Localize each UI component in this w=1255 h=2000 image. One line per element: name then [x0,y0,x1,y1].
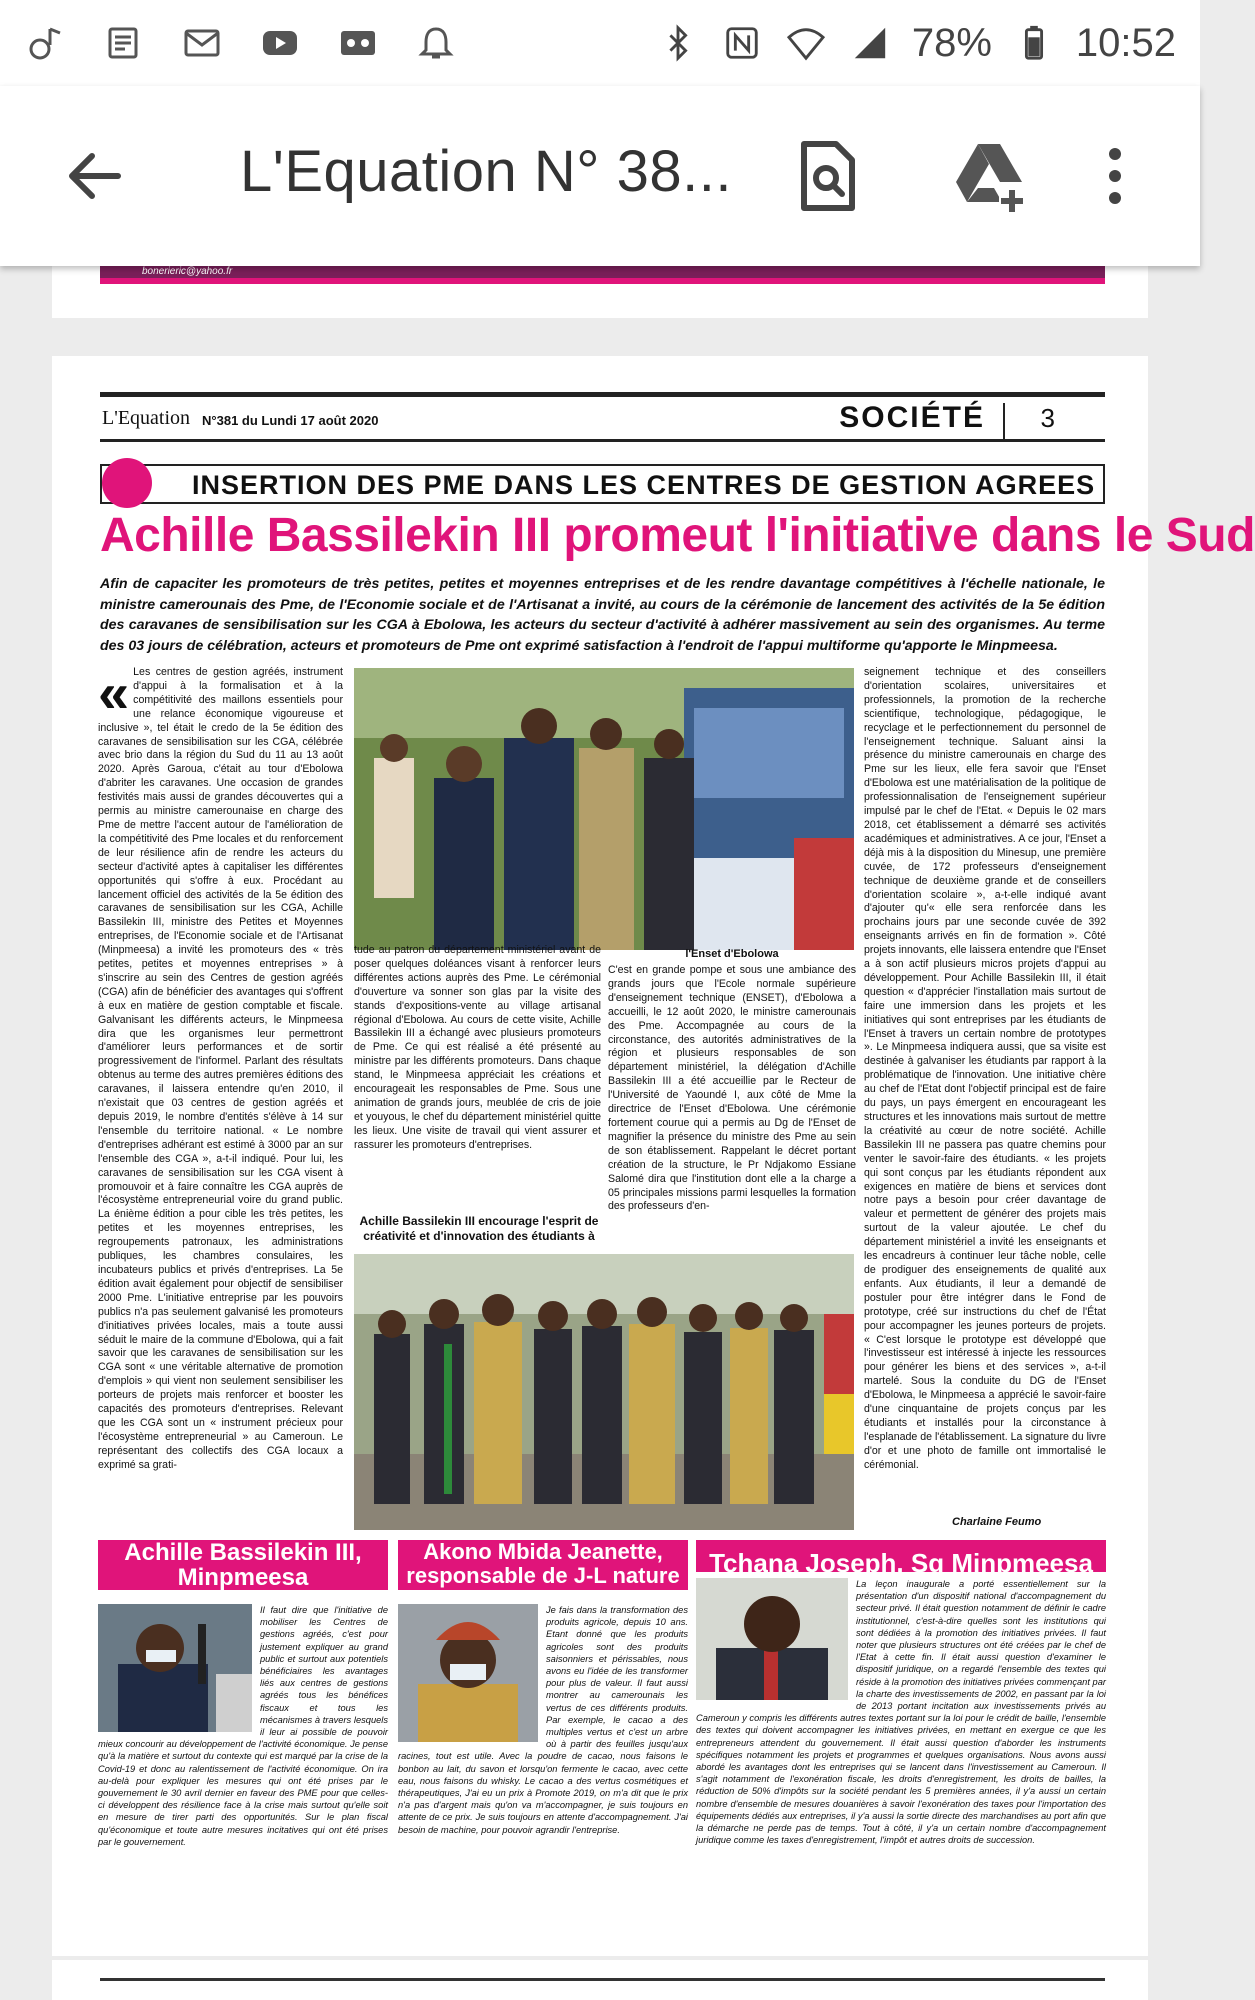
more-vert-icon [1090,136,1140,216]
kicker-box [100,464,1105,504]
arrow-back-icon [58,140,130,212]
gmail-icon [180,21,224,65]
add-to-drive-button[interactable] [950,136,1030,216]
article-column-2 [354,944,601,1194]
interview-1-text: Il faut dire que l'initiative de mobiliser les Centres de gestions agréés, c'est pour justement expliquer au grand public et surtout aux potentiels bénéficiaires les avantages liés aux centres de gestions agréés tous les bénéfices fiscaux et tous les mécanismes à travers lesquels il leur ai possible de pouvoir mieux concourir au développement de l'activité économique. Je pense qu'à la matière et surtout du contexte qui est marqué par la crise de la Covid-19 et donc au ralentissement de l'activité économique. On ira au-delà pour expliquer les mesures qui ont été prises par le gouvernement le 30 avril dernier en faveur des PME pour que celles-ci développent des résilience face à la crise mais surtout qu'elle soit en mesure de tirer parti des opportunités. Sur le plan fiscal qu'économique et toute autre mesures incitatives qui ont été prises par le gouvernement. [98,1605,388,1847]
header-divider [1003,403,1005,439]
interview-2 [398,1604,688,1835]
more-options-button[interactable] [1090,136,1140,216]
newspaper-page [52,356,1255,1956]
publication-name: L'Equation [102,406,191,429]
article-column-4 [864,666,1106,1526]
drive-add-icon [950,136,1030,216]
bell-icon [414,21,458,65]
back-button[interactable] [58,140,130,212]
battery-percent: 78% [911,20,992,65]
youtube-icon [258,21,302,65]
column-1-text: Les centres de gestion agréés, instrument d'appui à la formalisation et à la compétitivité des maillons essentiels pour une relance économique vigoureuse et inclusive », tel était le credo de la 5e édition des caravanes de sensibilisation sur les CGA, célébrée avec brio dans la région du Sud du 11 au 13 août 2020. Après Garoua, c'était au tour d'Ebolowa d'abriter les caravanes. Une occasion de grandes festivités mais aussi de grandes découvertes qui a permis au ministre camerounaise en charge des Pme de mettre l'accent autour de l'amélioration de la compétitivité des Pme locales et du renforcement de leur résilience afin de rendre les acteurs du secteur d'activité aptes à capitaliser les différentes opportunités qui s'offre à eux. Procédant au lancement officiel des activités de la 5e édition des caravanes de sensibilisation sur les CGA, Achille Bassilekin III, ministre des Petites et Moyennes entreprises, de l'Economie sociale et de l'Artisanat (Minpmeesa) a invité les promoteurs des « très petites, petites et moyennes entreprises » à s'inscrire au sein des Centres de gestion agréés (CGA) afin de bénéficier des avantages qui s'offrent à eux en matière de gestion comptable et fiscale. Galvanisant les différents acteurs, le Minpmeesa dira que les organismes leur permettront d'améliorer leurs performances et de sortir progressivement de l'informel. Parlant des résultats obtenus au terme des autres premières éditions des caravanes, il laissera entendre qu'en 2010, il n'existait que 03 centres de gestion agréés et depuis 2019, le nombre d'entités s'élève à 14 sur l'ensemble du territoire national. « Le nombre d'entreprises adhérant est estimé à 3000 par an sur l'ensemble des CGA », a-t-il indiqué. Pour lui, les caravanes de sensibilisation sur les CGA visent à promouvoir et à faire connaître les CGA auprès de l'écosystème entrepreneurial voire du grand public. La énième édition a pour cible les très petites, les petites et les moyennes entreprises, les regroupements patronaux, les administrations publiques, les chambres consulaires, les incubateurs publics et privés d'entreprises. La 5e édition avait également pour objectif de sensibiliser 2000 Pme. L'initiative entreprise par les pouvoirs publics n'a pas seulement galvanisé les promoteurs d'initiatives privées locales, mais a toute aussi séduit le maire de la commune d'Ebolowa, qui a fait savoir que les caravanes de sensibilisation sur les CGA sont « une véritable alternative de promotion d'emplois » qui vient non seulement sensibiliser les porteurs de projets mais renforcer et booster les capacités des promoteurs d'entreprises. Relevant que les CGA sont un « instrument précieux pour l'écosystème entrepreneurial » au Cameroun. Le représentant des collectifs des CGA locaux a exprimé sa grati- [98,666,343,1471]
interview-2-title: Akono Mbida Jeanette, responsable de J-L nature [398,1540,688,1590]
subhead-enset: Achille Bassilekin III encourage l'esprit de créativité et d'innovation des étudiants à [359,1214,599,1243]
kicker-bullet [102,458,152,508]
news-icon [102,21,146,65]
section-title: SOCIÉTÉ [839,401,985,434]
next-page [52,1960,1148,2000]
kicker-text: INSERTION DES PME DANS LES CENTRES DE GESTION AGREES [192,470,1096,500]
app-toolbar [0,86,1200,266]
doc-search-icon [788,136,868,216]
interview-3-text: La leçon inaugurale a porté essentiellement sur la présentation d'un dispositif national d'accompagnement du secteur privé. Il était question notamment de définir le cadre institutionnel, c'est-à-dire quelles sont les institutions qui sont dédiées à la promotion des initiatives privées. Il faut noter que plusieurs structures ont été créées par le chef de l'Etat à cette fin. Il était aussi question d'examiner le dispositif juridique, on a regardé l'ensemble des textes qui réside à la promotion des initiatives privées commençant par la charte des investissements de 2002, en passant par la loi de 2013 portant incitation aux investissements privés au Cameroun y compris les différents autres textes portant sur la loi pour le crédit de baille, l'ensemble des textes qui doivent accompagner les initiatives privées, en mettant en exergue ce que les entrepreneurs attendent du gouvernement. Il était aussi question d'aborder les instruments spécifiques notamment les projets et programmes et quelques organisations. Nous avons aussi abordé les avantages dont les entreprises qui se lancent dans l'investissement au Cameroun. Il s'agit notamment de l'exonération fiscale, les droits d'enregistrement, les droits de bailles, la réduction de 50% d'impôts sur la société pendant les 5 premières années, il y'a aussi un certain nombre d'ensemble de mesures douanières à savoir l'exonération des taxes pour l'importation des équipements dédiés aux entreprises, il y'a aussi la sortie directe des marchandises au port afin que la démarche ne perde pas de temps. Tout à côté, il y'a un certain nombre d'accompagnement juridique comme les taxes d'enregistrement, l'impôt et autres droits de succession. [696,1579,1106,1846]
article-headline: Achille Bassilekin III promeut l'initiative dans le Sud [100,509,1255,562]
next-page-rule [100,1978,1105,1981]
interview-3-photo [696,1578,848,1700]
status-bar [0,0,1200,86]
bluetooth-music-icon [24,21,68,65]
drop-quote: « [98,661,130,724]
nfc-icon [720,21,764,65]
page-number: 3 [1040,403,1055,433]
photo-1-caption: l'Enset d'Ebolowa [685,948,779,960]
interview-2-text: Je fais dans la transformation des produits agricole, depuis 10 ans. Etant donné que les produits agricoles sont des produits saisonniers et périssables, nous avons eu l'idée de les transformer pour plus de valeur. Il faut aussi montrer au camerounais les vertus de ces différents produits. Par exemple, le cacao a des multiples vertus et c'est un arbre où à partir des feuilles jusqu'aux racines, tout est utile. Avec la poudre de cacao, nous faisons le bonbon au lait, du savon et lorsqu'on fermente le cacao, avec cette eau, nous faisons du whisky. Le cacao a des vertus cosmétiques et thérapeutiques, J'ai eu un prix à Promote 2019, on m'a dit que le prix n'a pas d'argent mais qu'on va m'accompagner, je suis toujours en attente de ce prix. Je suis toujours en attente d'accompagnement. J'ai besoin de machine, pour pouvoir agrandir l'entreprise. [398,1605,688,1835]
voicemail-icon [336,21,380,65]
column-2-text: tude au patron du département ministériel avant de poser quelques doléances visant à renforcer leurs différentes actions auprès des Pme. Le cérémonial d'ouverture va sonner son glas par la visite des stands d'expositions-vente au village artisanal régional d'Ebolowa. Au cours de cette visite, Achille Bassilekin III a échangé avec plusieurs promoteurs de Pme. Ce qui est réalisé a été présenté au ministre par les différents promoteurs. Dans chaque stand, le Minpmeesa appréciait les créations et encourageait les responsables de Pme. Sous une animation de grands jours, meublée de cris de joie et youyous, le chef du département ministériel quitte les lieux. Une visite de travail qui vient assurer et rassurer les promoteurs d'entreprises. [354,944,601,1151]
interview-2-photo [398,1604,538,1742]
article-column-3 [608,964,856,1213]
photo-stand-visit [354,668,854,950]
document-title: L'Equation N° 38... [240,139,732,204]
page-header [100,392,1105,442]
bluetooth-icon [656,21,700,65]
clock: 10:52 [1075,20,1176,65]
interview-1 [98,1604,388,1847]
interview-3-title: Tchana Joseph, Sg Minpmeesa [696,1540,1106,1572]
issue-date: N°381 du Lundi 17 août 2020 [202,412,379,428]
previous-page-email: bonerieric@yahoo.fr [142,266,233,277]
byline: Charlaine Feumo [952,1516,1042,1528]
interview-1-photo [98,1604,252,1732]
notification-icons [24,21,458,65]
masthead-band [100,266,1105,278]
accent-band [100,278,1105,284]
interview-1-title: Achille Bassilekin III, Minpmeesa [98,1540,388,1590]
column-3-text: C'est en grande pompe et sous une ambiance des grands jours que l'Ecole normale supérieure d'enseignement technique (ENSET), d'Ebolowa a accueilli, le 12 août 2020, le ministre camerounais des Pme. Accompagnée au cours de la circonstance, des autorités administratives de la région et plusieurs responsables de son département ministériel, la délégation d'Achille Bassilekin III a été accueillie par le Recteur de l'Université de Yaoundé I, aux côté de Mme la directrice de l'Enset d'Ebolowa. Une cérémonie fortement courue qui a permis au Dg de l'Enset de magnifier la présence du ministre des Pme au sein de son établissement. Rappelant le décret portant création de la structure, le Pr Ndjakomo Essiane Salomé dira que l'institution dont elle a la charge a 05 principales missions parmi lesquelles la formation des professeurs d'en- [608,964,856,1213]
photo-group [354,1254,854,1530]
find-in-document-button[interactable] [788,136,868,216]
signal-icon [848,21,892,65]
article-lead: Afin de capaciter les promoteurs de très petites, petites et moyennes entreprises et de les rendre davantage compétitives à l'échelle nationale, le ministre camerounais des Pme, de l'Economie sociale et de l'Artisanat a invité, au cours de la cérémonie de lancement des activités de la 5e édition des caravanes de sensibilisation sur les CGA à Ebolowa, les acteurs du secteur d'activité à adhérer massivement au sein des organismes. Au terme des 03 jours de célébration, acteurs et promoteurs de Pme ont exprimé satisfaction à l'endroit de l'appui multiforme qu'apporte le Minpmeesa. [100,576,1105,654]
article-column-1 [98,661,343,1536]
column-4-text: seignement technique et des conseillers d'orientation scolaires, universitaires et professionnels, la promotion de la recherche scientifique, technologique, pédagogique, le recyclage et le perfectionnement du personnel de l'enseignement technique. Saluant ainsi la présence du ministre camerounais en charge des Pme sur les lieux, elle fera savoir que l'Enset d'Ebolowa est une matérialisation de la politique de professionnalisation de l'enseignement supérieur impulsé par le chef de l'Etat. « Depuis le 02 mars 2018, cet établissement a démarré ses activités académiques et administratives. A ce jour, l'Enset a déjà mis à la disposition du Minesup, une première cuvée, de 172 professeurs d'enseignement technique de deuxième grande et de conseillers d'orientation scolaire », a-t-elle indiqué avant d'ajouter qu'« elle sera renforcée dans les prochains jours par une seconde cuvée de 392 enseignants arrivés en fin de formation ». Côté projets innovants, elle laissera entendre que l'Enset a à son actif plusieurs micros projets d'appui au développement. Pour Achille Bassilekin III, il était question « d'apprécier l'installation mais surtout de faire une immersion dans les projets et les initiatives qui sont entreprises par les étudiants de l'Enset à travers un certain nombre de prototypes ». Le Minpmeesa indiquera aussi, que sa visite est destinée à galvaniser les étudiants par rapport à la problématique de l'innovation. Une initiative chère au chef de l'Etat dont l'objectif principal est de faire du pays, un pays émergent en encourageant les structures et les innovations mais surtout de mettre la créativité au cœur de notre société. Achille Bassilekin III ne passera pas quatre chemins pour venter le savoir-faire des étudiants. « les projets qui sont conçus par les étudiants répondent aux exigences en matière de biens et services dont notre pays a besoin pour créer davantage de valeur et permettent de générer des projets mais surtout de la valeur ajoutée. Le chef du département ministériel a invité les enseignants et les encadreurs à continuer leur tâche noble, celle de prodiguer des enseignements de qualité aux enfants. Aux étudiants, il leur a demandé de postuler pour être intégrer dans le Fond de prototype, créé sur instructions du chef de l'État pour accompagner les jeunes porteurs de projets. « C'est lorsque le prototype est développé que l'investisseur est intéressé à injecte les ressources pour générer les biens et des services », a-t-il martelé. Sous la conduite du DG de l'Enset d'Ebolowa, le Minpmeesa a apprécié le savoir-faire d'une cinquantaine de projets conçus par les étudiants et installés pour la circonstance à l'esplanade de l'établissement. La signature du livre d'or et une photo de famille ont immortalisé le cérémonial. [864,666,1106,1471]
battery-icon [1012,21,1056,65]
previous-page [52,266,1148,318]
wifi-icon [784,21,828,65]
system-indicators [656,21,1176,66]
interview-3 [696,1578,1106,1846]
